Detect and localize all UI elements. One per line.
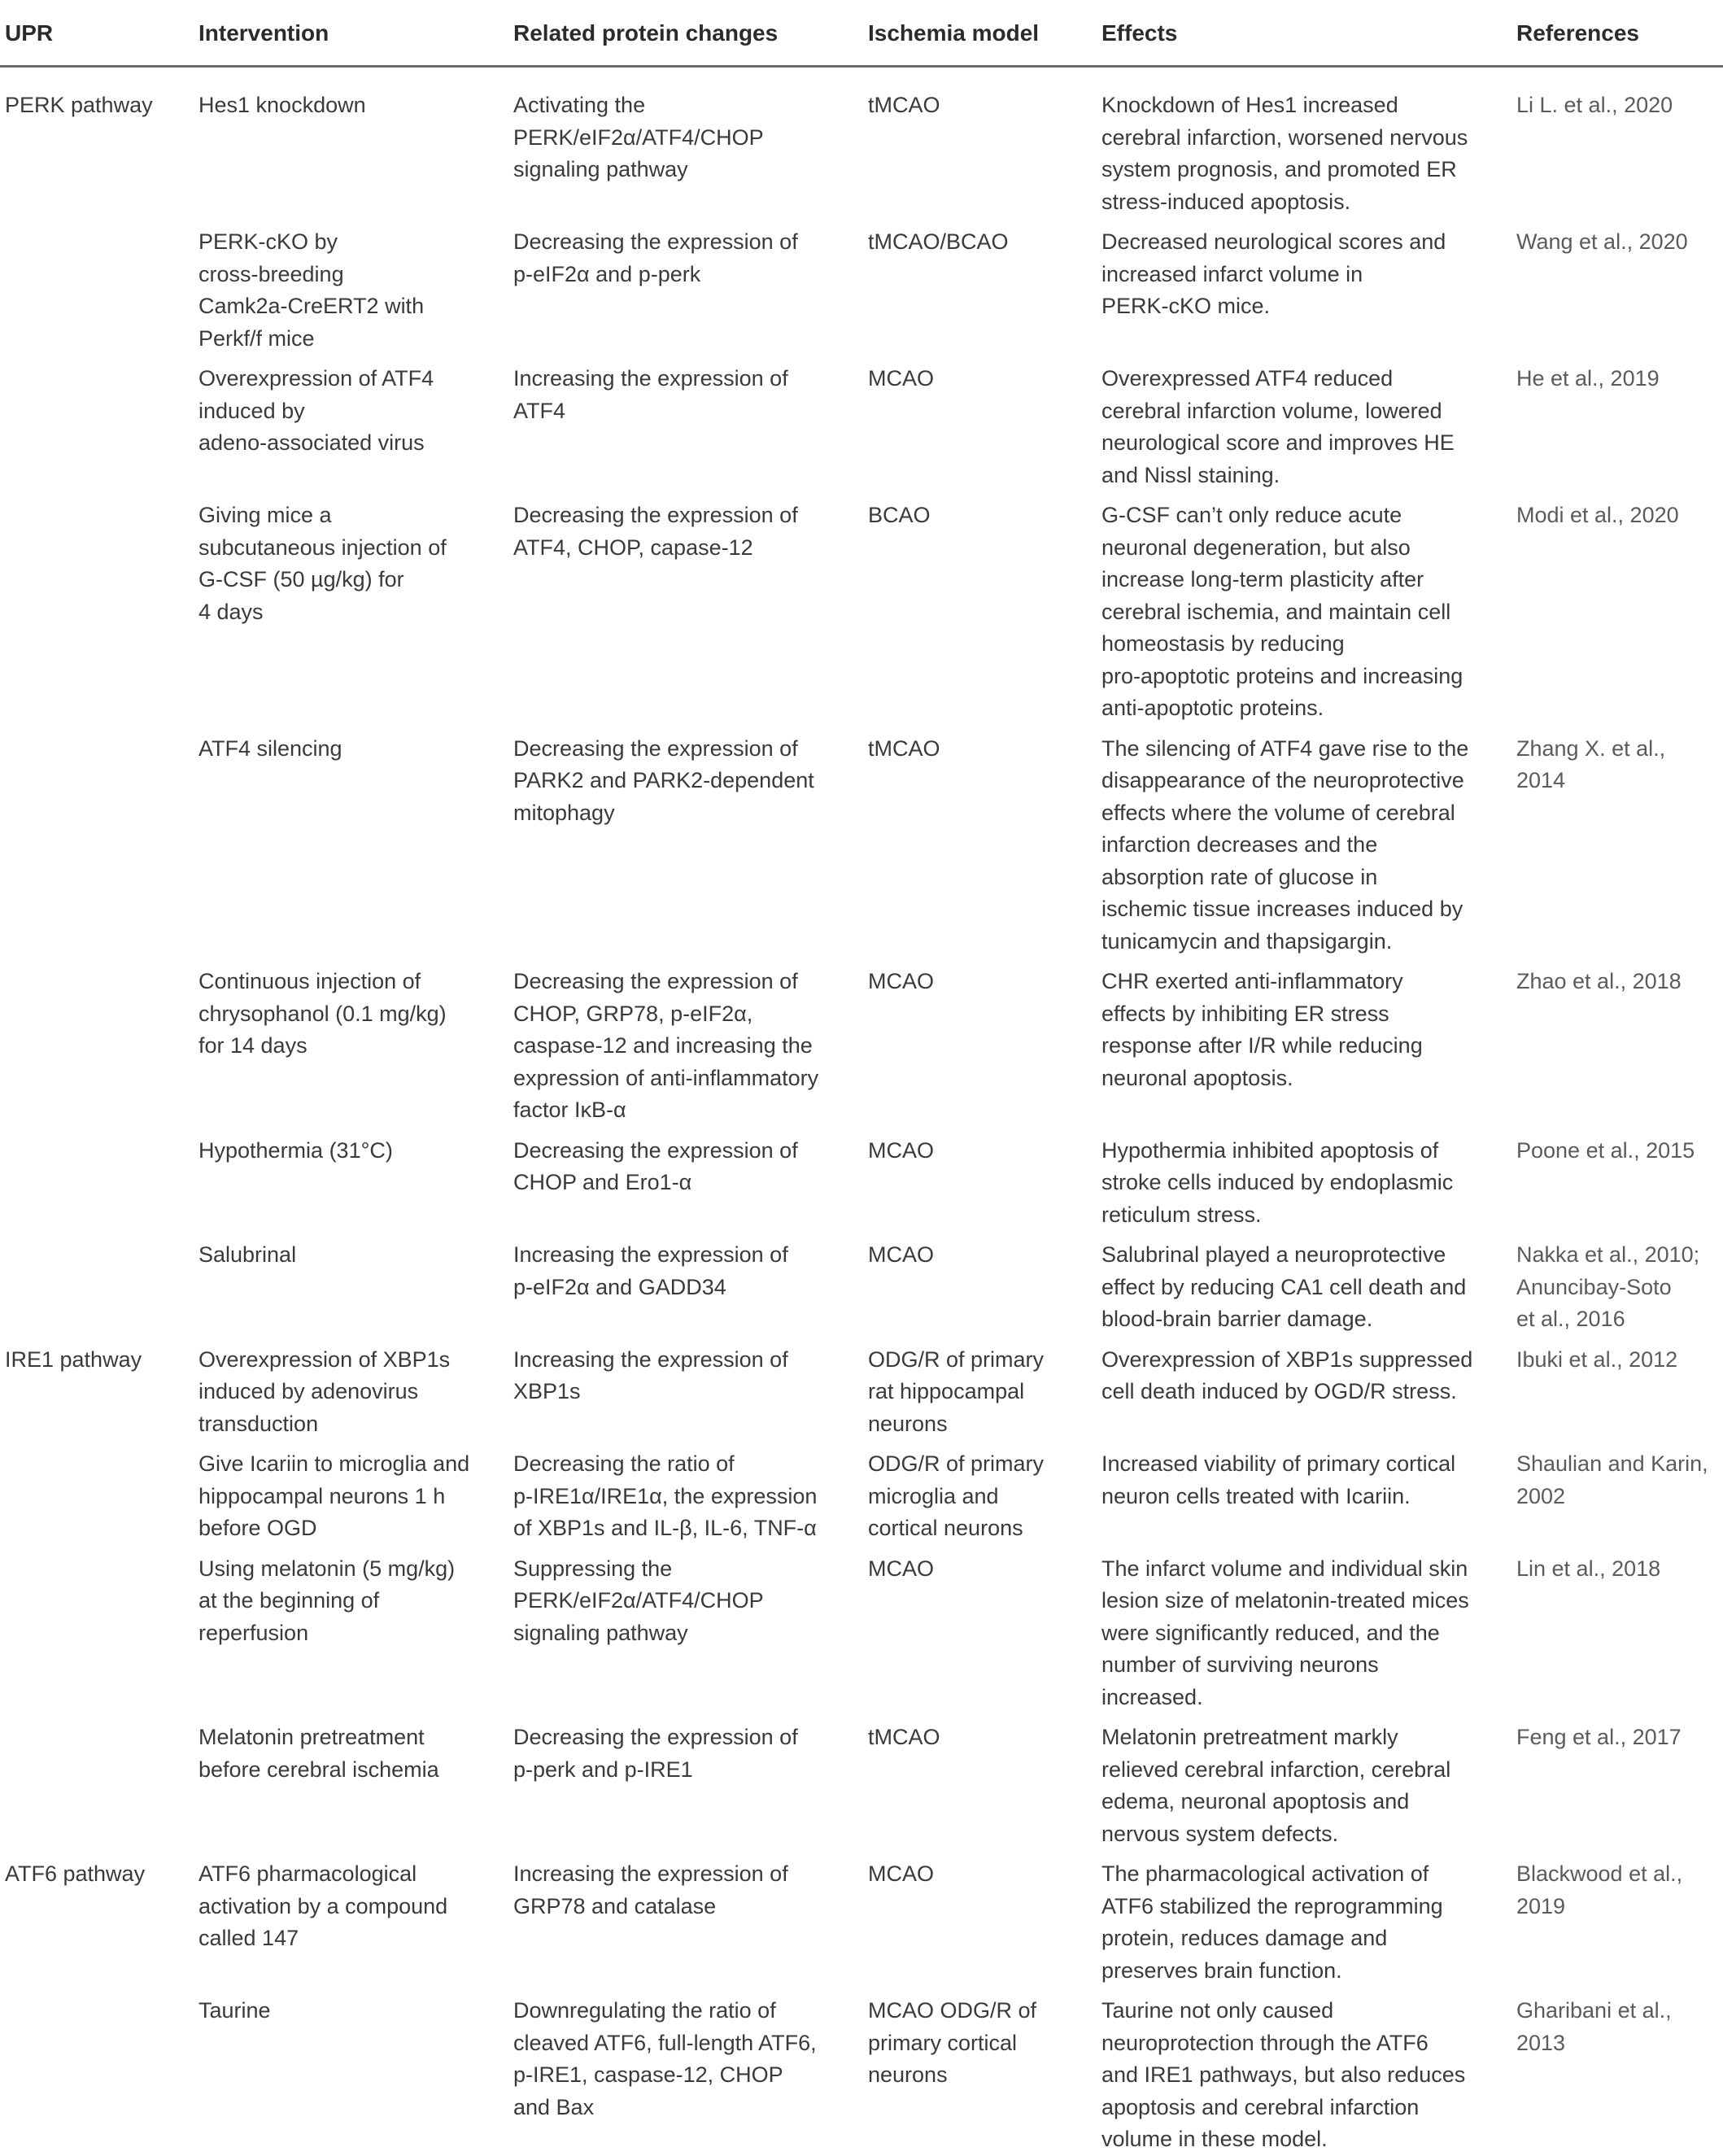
cell-intervention: PERK-cKO by cross-breeding Camk2a-CreERT2 with Perkf/f mice [198,229,425,351]
cell-ischemia-model: MCAO [868,1137,934,1163]
cell-intervention: Overexpression of ATF4 induced by adeno-associated virus [198,366,434,455]
cell-upr [0,1130,192,1235]
table-row [0,1990,1723,2156]
cell-upr [0,961,192,1130]
cell-intervention: Giving mice a subcutaneous injection of G-CSF (50 µg/kg) for 4 days [198,503,447,624]
table-row [0,1717,1723,1853]
cell-ischemia-model: MCAO ODG/R of primary cortical neurons [868,1998,1037,2087]
cell-ischemia-model: MCAO [868,969,934,993]
cell-related-protein-changes: Decreasing the expression of CHOP and Ero1-α [513,1137,798,1194]
cell-references: Lin et al., 2018 [1516,1556,1661,1581]
cell-related-protein-changes: Decreasing the expression of ATF4, CHOP, capase-12 [513,503,798,560]
table-row [0,1234,1723,1339]
cell-intervention: Give Icariin to microglia and hippocampal neurons 1 h before OGD [198,1451,470,1540]
table-row [0,728,1723,962]
cell-effects: Melatonin pretreatment markly relieved cerebral infarction, cerebral edema, neuronal apoptosis and nervous system defects. [1101,1725,1451,1846]
cell-related-protein-changes: Decreasing the expression of p-eIF2α and p-perk [513,229,798,286]
table-row [0,358,1723,495]
cell-intervention: ATF6 pharmacological activation by a compound called 147 [198,1861,448,1950]
cell-upr: ATF6 pathway [5,1861,146,1886]
cell-upr: IRE1 pathway [5,1346,142,1372]
cell-related-protein-changes: Increasing the expression of XBP1s [513,1346,788,1403]
cell-references: Shaulian and Karin, 2002 [1516,1451,1708,1508]
cell-references: Poone et al., 2015 [1516,1137,1695,1163]
table-body [0,67,1723,2156]
cell-ischemia-model: BCAO [868,503,931,527]
cell-effects: Increased viability of primary cortical neuron cells treated with Icariin. [1101,1451,1456,1508]
cell-intervention: Hypothermia (31°C) [198,1137,393,1163]
cell-effects: Overexpressed ATF4 reduced cerebral infarction volume, lowered neurological score and improves HE and Nissl staining. [1101,366,1455,487]
cell-references: He et al., 2019 [1516,366,1660,391]
cell-effects: Taurine not only caused neuroprotection through the ATF6 and IRE1 pathways, but also reduces apoptosis and cerebral infarction volume in these model. [1101,1998,1466,2151]
cell-references: Zhang X. et al., 2014 [1516,735,1666,792]
table-header [0,0,1723,67]
header-ischemia-model: Ischemia model [862,0,1095,67]
cell-ischemia-model: tMCAO/BCAO [868,229,1009,254]
cell-related-protein-changes: Suppressing the PERK/eIF2α/ATF4/CHOP signaling pathway [513,1556,764,1645]
cell-related-protein-changes: Increasing the expression of p-eIF2α and GADD34 [513,1242,788,1299]
cell-upr [0,1234,192,1339]
cell-ischemia-model: MCAO [868,1861,934,1886]
cell-references: Gharibani et al., 2013 [1516,1998,1672,2055]
cell-intervention: Taurine [198,1998,271,2023]
table-row [0,221,1723,358]
cell-effects: Hypothermia inhibited apoptosis of stroke cells induced by endoplasmic reticulum stress. [1101,1137,1454,1227]
cell-intervention: Hes1 knockdown [198,93,366,117]
header-references: References [1510,0,1723,67]
table-row [0,495,1723,728]
cell-references: Feng et al., 2017 [1516,1725,1682,1749]
header-upr: UPR [0,0,192,67]
cell-upr: PERK pathway [5,93,153,117]
cell-ischemia-model: ODG/R of primary rat hippocampal neurons [868,1346,1045,1436]
cell-intervention: Continuous injection of chrysophanol (0.1 mg/kg) for 14 days [198,969,447,1058]
table-row [0,961,1723,1130]
table-row [0,1853,1723,1990]
cell-upr [0,1717,192,1853]
cell-effects: The infarct volume and individual skin lesion size of melatonin-treated mices were significantly reduced, and the number of surviving neurons increased. [1101,1556,1469,1709]
header-row [0,0,1723,67]
table-row [0,67,1723,222]
cell-upr [0,495,192,728]
cell-ischemia-model: MCAO [868,1556,934,1581]
cell-related-protein-changes: Activating the PERK/eIF2α/ATF4/CHOP signaling pathway [513,93,764,181]
cell-intervention: Using melatonin (5 mg/kg) at the beginning of reperfusion [198,1556,456,1645]
cell-references: Nakka et al., 2010; Anuncibay-Soto et al., 2016 [1516,1242,1700,1331]
cell-references: Li L. et al., 2020 [1516,93,1673,117]
cell-references: Wang et al., 2020 [1516,229,1688,254]
cell-ischemia-model: tMCAO [868,735,940,761]
cell-effects: The silencing of ATF4 gave rise to the disappearance of the neuroprotective effects where the volume of cerebral infarction decreases and the absorption rate of glucose in ischemic tissue increases induced by tunicamycin and thapsigargin. [1101,735,1469,954]
cell-related-protein-changes: Decreasing the expression of CHOP, GRP78, p-eIF2α, caspase-12 and increasing the expression of anti-inflammatory factor IκB-α [513,969,819,1122]
cell-upr [0,728,192,962]
cell-related-protein-changes: Increasing the expression of GRP78 and catalase [513,1861,788,1918]
cell-effects: CHR exerted anti-inflammatory effects by inhibiting ER stress response after I/R while reducing neuronal apoptosis. [1101,969,1423,1090]
cell-ischemia-model: tMCAO [868,1725,940,1749]
cell-intervention: Overexpression of XBP1s induced by adenovirus transduction [198,1346,451,1436]
cell-intervention: Melatonin pretreatment before cerebral ischemia [198,1725,439,1782]
cell-effects: Overexpression of XBP1s suppressed cell death induced by OGD/R stress. [1101,1346,1473,1403]
cell-effects: Decreased neurological scores and increased infarct volume in PERK-cKO mice. [1101,229,1446,318]
cell-related-protein-changes: Decreasing the expression of PARK2 and PARK2-dependent mitophagy [513,735,814,825]
cell-intervention: ATF4 silencing [198,735,342,761]
cell-related-protein-changes: Decreasing the ratio of p-IRE1α/IRE1α, the expression of XBP1s and IL-β, IL-6, TNF-α [513,1451,818,1540]
cell-effects: Knockdown of Hes1 increased cerebral infarction, worsened nervous system prognosis, and promoted ER stress-induced apoptosis. [1101,93,1468,214]
cell-upr [0,358,192,495]
cell-references: Modi et al., 2020 [1516,503,1679,527]
cell-ischemia-model: MCAO [868,1242,934,1267]
cell-upr [0,221,192,358]
cell-upr [0,1548,192,1717]
table-row [0,1130,1723,1235]
cell-references: Zhao et al., 2018 [1516,969,1682,993]
table-row [0,1443,1723,1548]
table-row [0,1339,1723,1444]
header-intervention: Intervention [192,0,507,67]
cell-upr [0,1443,192,1548]
cell-references: Blackwood et al., 2019 [1516,1861,1683,1918]
cell-effects: G-CSF can’t only reduce acute neuronal degeneration, but also increase long-term plasticity after cerebral ischemia, and maintain cell homeostasis by reducing pro-apoptotic proteins and increasing anti-apoptotic proteins. [1101,503,1463,720]
header-effects: Effects [1095,0,1510,67]
cell-references: Ibuki et al., 2012 [1516,1346,1678,1372]
cell-upr [0,1990,192,2156]
cell-effects: Salubrinal played a neuroprotective effect by reducing CA1 cell death and blood-brain barrier damage. [1101,1242,1467,1331]
cell-ischemia-model: MCAO [868,366,934,391]
table-row [0,1548,1723,1717]
cell-related-protein-changes: Increasing the expression of ATF4 [513,366,788,423]
cell-related-protein-changes: Decreasing the expression of p-perk and p-IRE1 [513,1725,798,1782]
cell-ischemia-model: tMCAO [868,93,940,117]
cell-ischemia-model: ODG/R of primary microglia and cortical neurons [868,1451,1045,1540]
cell-intervention: Salubrinal [198,1242,297,1267]
header-related-protein-changes: Related protein changes [507,0,862,67]
cell-related-protein-changes: Downregulating the ratio of cleaved ATF6, full-length ATF6, p-IRE1, caspase-12, CHOP and Bax [513,1998,817,2119]
cell-effects: The pharmacological activation of ATF6 stabilized the reprogramming protein, reduces damage and preserves brain function. [1101,1861,1443,1983]
